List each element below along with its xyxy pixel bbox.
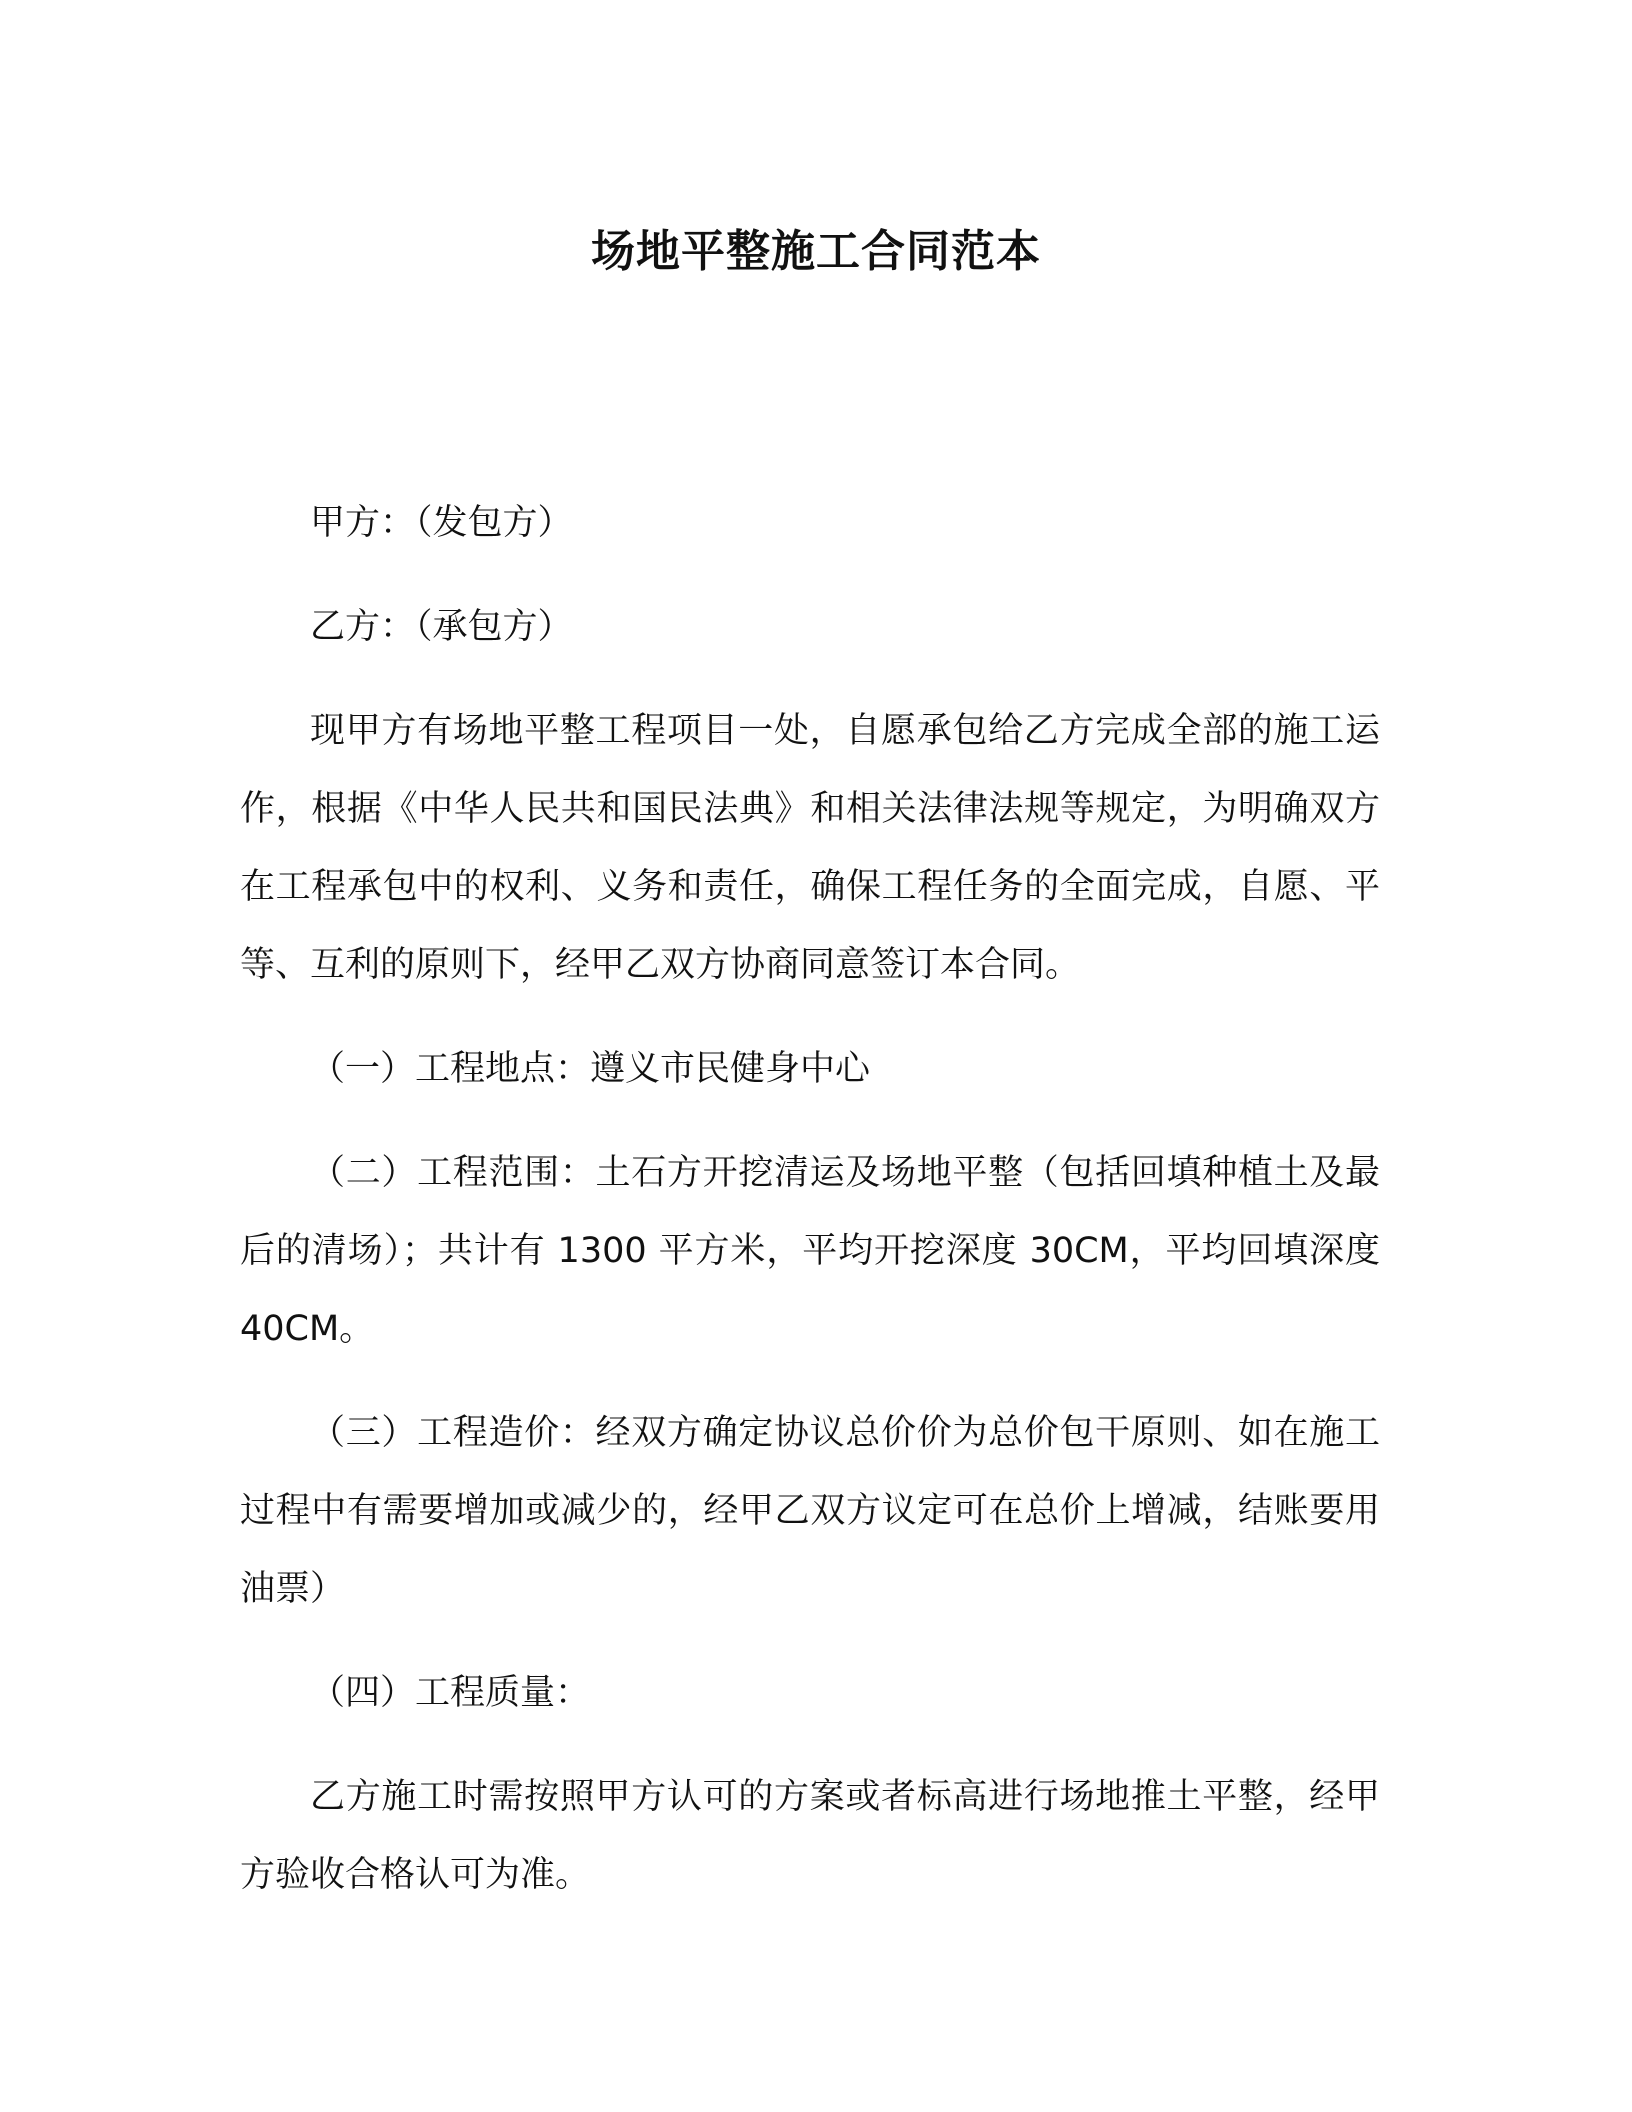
clause-scope: （二）工程范围：土石方开挖清运及场地平整（包括回填种植土及最后的清场）；共计有 1300 平方米，平均开挖深度 30CM，平均回填深度 40CM。 [240, 1153, 1380, 1349]
party-a-line: 甲方：（发包方） [310, 503, 573, 543]
clause-location: （一）工程地点：遵义市民健身中心 [310, 1049, 871, 1089]
preamble-paragraph: 现甲方有场地平整工程项目一处，自愿承包给乙方完成全部的施工运作，根据《中华人民共和国民法典》和相关法律法规等规定，为明确双方在工程承包中的权利、义务和责任，确保工程任务的全面完成，自愿、平等、互利的原则下，经甲乙双方协商同意签订本合同。 [240, 711, 1380, 985]
clause-quality-body: 乙方施工时需按照甲方认可的方案或者标高进行场地推土平整，经甲方验收合格认可为准。 [240, 1777, 1380, 1895]
party-b-line: 乙方：（承包方） [310, 607, 573, 647]
clause-quality-heading: （四）工程质量： [310, 1673, 591, 1713]
document-title: 场地平整施工合同范本 [591, 226, 1041, 277]
clause-cost: （三）工程造价：经双方确定协议总价价为总价包干原则、如在施工过程中有需要增加或减少的，经甲乙双方议定可在总价上增减，结账要用油票） [240, 1413, 1380, 1609]
document-body [240, 484, 1380, 1914]
